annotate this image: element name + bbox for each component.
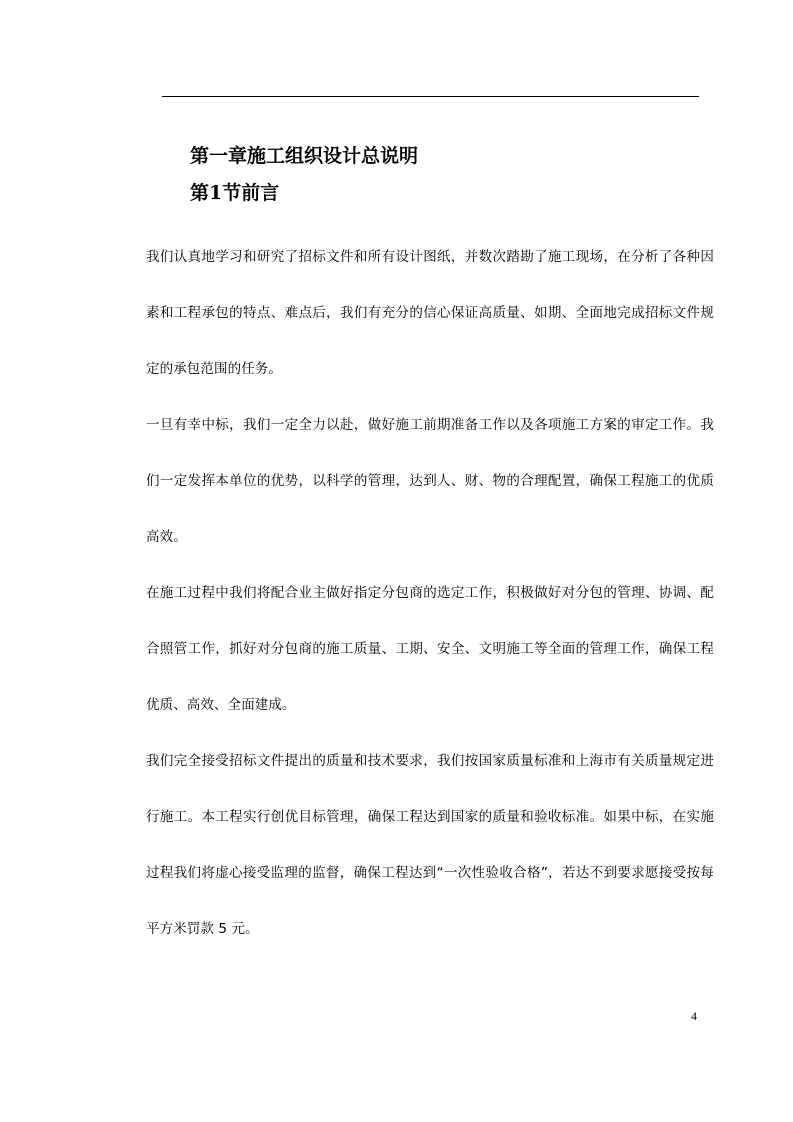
section-title: 第1节前言 [190, 182, 280, 204]
paragraph-subcontract: 在施工过程中我们将配合业主做好指定分包商的选定工作，积极做好对分包的管理、协调、配合照管工作，抓好对分包商的施工质量、工期、安全、文明施工等全面的管理工作，确保工程优质、高效、全面建成。 [146, 585, 714, 713]
paragraph-commitment: 一旦有幸中标，我们一定全力以赴，做好施工前期准备工作以及各项施工方案的审定工作。我们一定发挥本单位的优势，以科学的管理，达到人、财、物的合理配置，确保工程施工的优质高效。 [146, 417, 714, 545]
chapter-title: 第一章施工组织设计总说明 [190, 145, 419, 167]
page-number: 4 [691, 1009, 697, 1023]
paragraph-quality: 我们完全接受招标文件提出的质量和技术要求，我们按国家质量标准和上海市有关质量规定进行施工。本工程实行创优目标管理，确保工程达到国家的质量和验收标准。如果中标，在实施过程我们将虚心接受监理的监督，确保工程达到“一次性验收合格”，若达不到要求愿接受按每平方米罚款 5 元。 [146, 753, 714, 937]
body-text [146, 0, 714, 957]
paragraph-intro: 我们认真地学习和研究了招标文件和所有设计图纸，并数次踏勘了施工现场，在分析了各种因素和工程承包的特点、难点后，我们有充分的信心保证高质量、如期、全面地完成招标文件规定的承包范围的任务。 [146, 249, 714, 377]
